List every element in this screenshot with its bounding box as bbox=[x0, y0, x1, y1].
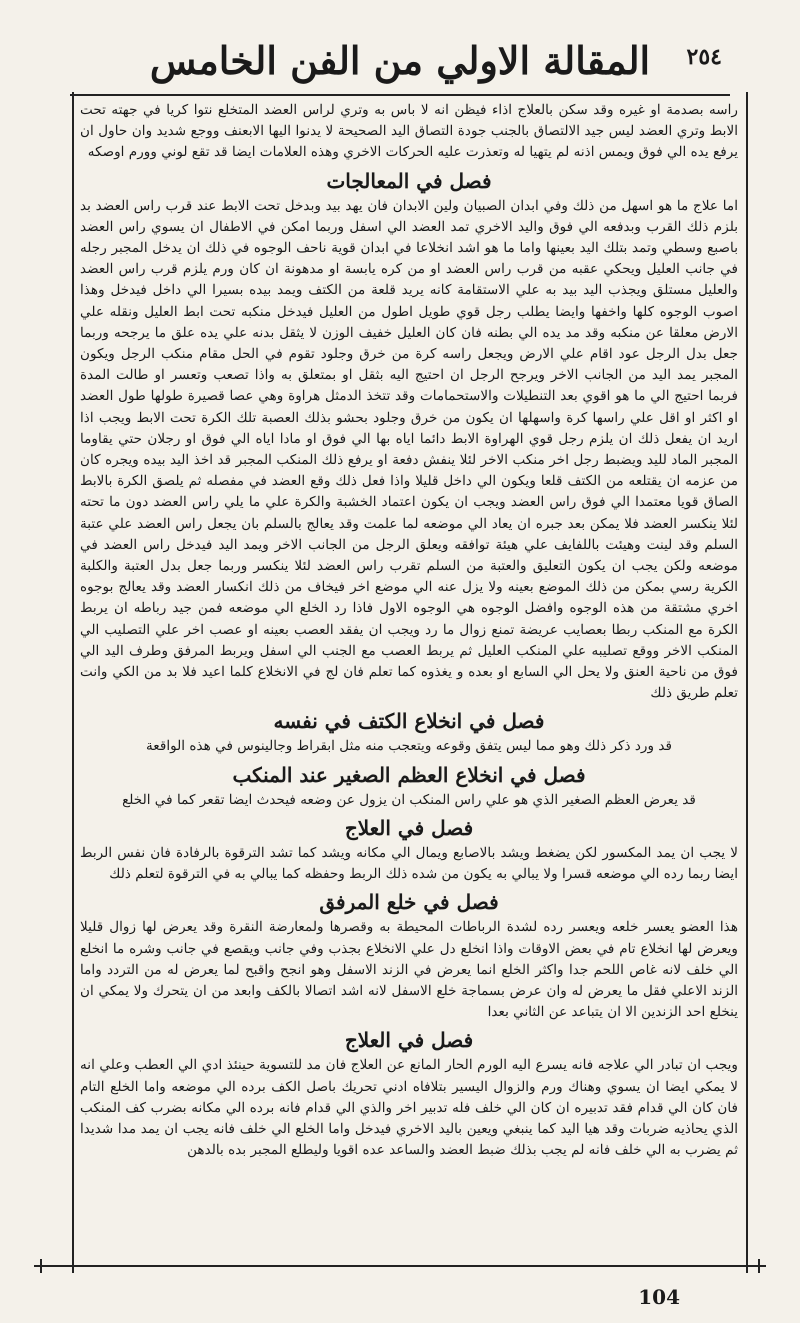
body-text bbox=[80, 100, 738, 1259]
paragraph: هذا العضو يعسر خلعه ويعسر رده لشدة الرباطات المحيطة به وقصرها ولمعارضة النقرة وقد يعرض لها زوال قليلا ويعرض لها انخلاع تام في بعض الاوقات واذا انخلع دل علي الانخلاع بجذب وفي جانب ويقصع في جانب وشره ما انخلع الي خلف لانه غاص اللحم جدا واكثر الخلع انما يعرض في الزند الاسفل وهو انجح واقبح لما يعرض له من التردد واما الزند الاعلي فقل ما يعرض له وان عرض بسماجة خلع الاسفل لانه اشد اتصالا بالكف وابعد من ان يتحرك ولا يمكي ان ينخلع احد الزندين الا ان يتباعد عن الثاني بعدا bbox=[80, 919, 738, 1021]
page-number-arabic: ٢٥٤ bbox=[686, 44, 722, 70]
section-heading: فصل في انخلاع العظم الصغير عند المنكب bbox=[232, 762, 586, 787]
section-heading: فصل في خلع المرفق bbox=[319, 890, 499, 915]
page-number-footer: 104 bbox=[638, 1285, 680, 1309]
page-header bbox=[70, 34, 730, 96]
paragraph: اما علاج ما هو اسهل من ذلك وفي ابدان الصبيان ولين الابدان فان يهد بيد وبدخل تحت الابط عند قرب راس العضد بد بلزم ذلك القرب وبدفعه الي فوق واليد الاخري تمد العضد الي اسفل وربما امكن في الاطفال ان يسوي راس العضد باصبع وسطي وتمد بتلك اليد بعينها واما ما هو اشد انخلاعا في ابدان قوية ناحف الوجوه في ذلك ان يدخل المجبر رجله في جانب العليل ويحكي عقبه من قرب راس العضد او من كره يابسة او مدهونة ان كان ورم يلزم قرب راس العضد والعليل مستلق ويجذب اليد بيد به علي الاستقامة كانه يريد قلعة من الكتف ويمد بيده بسيرا الي داخل فيدخل وهذا اصوب الوجوه كلها واخفها وايضا يطلب رجل قوي طويل اطول من العليل فيدخل منكبه تحت ابط العليل ونقله علي الارض معلقا عن منكبه وقد مد يده الي بطنه فان كان العليل خفيف الوزن لا يثقل بدنه علي يده علق ما يرجحه وربما جعل بدل الرجل عود اقام علي الارض ويجعل راسه كرة من خرق وجلود تقوم في الحل مقام منكب الرجل ويكون المجبر يمد اليد من الجانب الاخر ويرجح الرجل ان احتيج اليه بثقل او بمتعلق به واذا تصعب وتعسر او طالت المدة فربما احتيج الي ما هو اقوي بعد التنطيلات والاستحمامات وقد تتخذ الدمثل هراوة وهي عصا قصيرة طولها طول العضد او اكثر او اقل علي راسها كرة واسهلها ان يكون من خرق وجلود بحشو بذلك العصبة تلك الكرة تحت الابط ويجب اذا اريد ان يفعل ذلك ان يلزم رجل قوي الهراوة الابط دائما اياه بها الي فوق او مادا اياه الي فوق او رجلان حتي يقاوما المجبر الماد لليد ويضبط رجل اخر منكب الاخر لئلا ينفش دفعة او يرفع ذلك المنكب المجبر قد اخذ اليد بيده ويجره كان من عزمه ان يقتلعه من الكتف قلعا ويكون الي داخل قليلا واذا فعل ذلك وقع العضد في مفصله ثم يلصق الكرة بالابط الصاق قويا معتمدا الي فوق راس العضد ويجب ان يكون اعتماد الخشبة والكرة علي ما يلي راس العضد دون ما تحته لئلا ينكسر العضد فلا يمكن بعد جبره ان يعاد الي موضعه لما علمت وقد يعالج بالسلم بان يجعل راس العضد علي عتبة السلم وقد لينت وهيئت باللفايف علي هيئة توافقه ويعلق الرجل من الجانب الاخر ويمد اليد فيدخل راس العضد في موضعه ولكن يجب ان يكون التعليق والعتبة من السلم تقرب راس العضد لئلا ينكسر وربما جعل بدل العتبة والكلبة الكرية رسي بمكن من ذلك الموضع بعينه ولا يزل عنه الي موضع اخر فيخاف من ذلك انكسار العضد وقد يعالج بوجوه اخري مشتقة من هذه الوجوه وافضل الوجوه هي الوجوه الاول فاذا رد الخلع الي موضعه فمن جيد رباطه ان يربط الكرة مع المنكب ربطا بعصايب عريضة تمنع زوال ما رد ويجب ان يفقد العصب بعينه او عصب اخر علي التصليب الي المنكب الاخر ووقع تصليبه علي المنكب العليل ثم يربط العصب مع الجنب الي اسفل ويربط المرفق وطرف اليد الي فوق من ناحية العنق ولا يحل الي السابع او بعده و يغذوه كما تعلم فان لج في الانخلاع كلما اعيد فلا بد من الكي وانت تعلم طريق ذلك bbox=[80, 197, 738, 702]
section-heading: فصل في المعالجات bbox=[326, 168, 492, 193]
bottom-rule bbox=[40, 1265, 760, 1279]
paragraph: ويجب ان تبادر الي علاجه فانه يسرع اليه الورم الحار المانع عن العلاج فان مد للتسوية حينئذ ادي الي العطب وعلي انه لا يمكي ايضا ان يسوي وهناك ورم والزوال اليسير بتلافاه ادني تحريك باصل الكف برده الي موضعه واما الخلع التام فان كان الي قدام فقد تدبيره ان كان الي خلف فله تدبير اخر والذي الي قدام فانه برده الي مكانه بضرب كف المنكب الذي يحاذيه ضربات وقد هيا اليد كما ينبغي ويعين باليد الاخري فيدخل واما الخلع الي خلف فانه يجب ان يمد مدا شديدا ثم يضرب به الي خلف فانه لم يجب بذلك ضبط العضد والساعد عده اقويا وليطلع المجبر بده بالدهن bbox=[80, 1057, 738, 1159]
paragraph: راسه بصدمة او غيره وقد سكن بالعلاج اذاء فيظن انه لا باس به وتري لراس العضد المتخلع نتوا كريا في جهته تحت الابط وتري العضد ليس جيد الالتصاق بالجنب جودة التصاق اليد الصحيحة لا يدنوا اليها الابعنف ووجع شديد وان حاول ان يرفع يده الي فوق ويمس اذنه لم يتهيا له وتعذرت عليه الحركات الاخري وهذه العلامات ايضا قد تقع لوني وورم اوصكه bbox=[80, 102, 738, 161]
section-heading: فصل في انخلاع الكتف في نفسه bbox=[273, 709, 545, 734]
paragraph: لا يجب ان يمد المكسور لكن يضغط ويشد بالاصابع ويمال الي مكانه ويشد كما تشد الترقوة بالرفادة فان نفس الربط ايضا ربما رده الي موضعه قسرا ولا يبالي به يكون من شده ذلك الربط وحفظه كما يبالي به في الترقوة لتعلم ذلك bbox=[80, 844, 738, 883]
paragraph: قد ورد ذكر ذلك وهو مما ليس يتفق وقوعه ويتعجب منه مثل ابقراط وجالينوس في هذه الواقعة bbox=[146, 738, 672, 755]
section-heading: فصل في العلاج bbox=[344, 815, 474, 840]
page-title: المقالة الاولي من الفن الخامس bbox=[149, 38, 651, 83]
section-heading: فصل في العلاج bbox=[344, 1028, 474, 1053]
paragraph: قد يعرض العظم الصغير الذي هو علي راس المنكب ان يزول عن وضعه فيحدث ايضا تقعر كما في الخلع bbox=[122, 791, 696, 808]
